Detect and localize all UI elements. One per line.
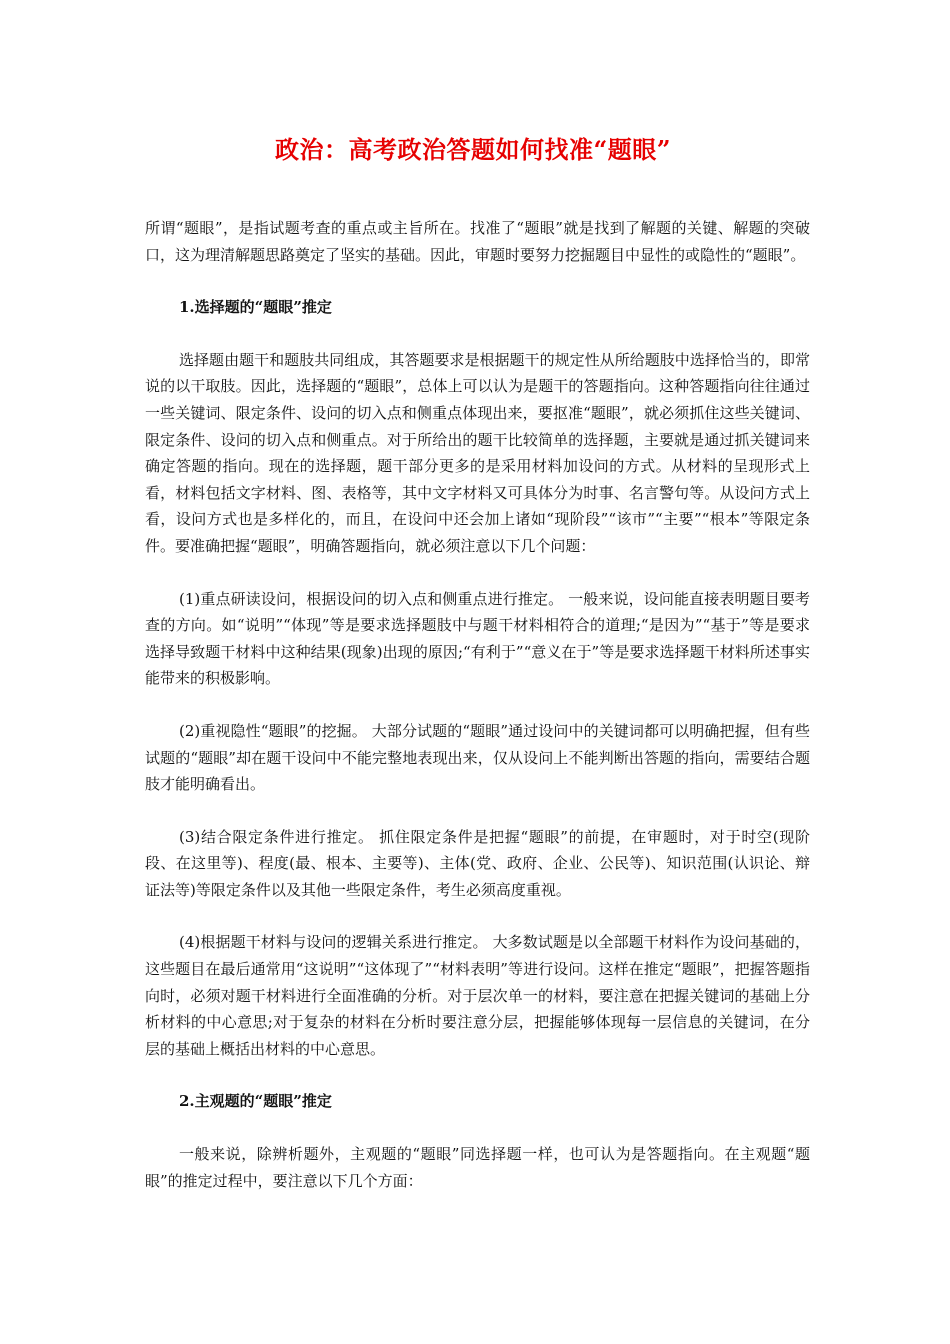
section-1-heading: 1.选择题的“题眼”推定 — [179, 298, 332, 317]
point-4-paragraph: (4)根据题干材料与设问的逻辑关系进行推定。 大多数试题是以全部题干材料作为设问基础的，这些题目在最后通常用“这说明”“这体现了”“材料表明”等进行设问。这样在推定“题眼”，把握答题指向时，必须对题干材料进行全面准确的分析。对于层次单一的材料，要注意在把握关键词的基础上分析材料的中心意思;对于复杂的材料在分析时要注意分层，把握能够体现每一层信息的关键词，在分层的基础上概括出材料的中心意思。 — [145, 933, 810, 1058]
point-2-paragraph: (2)重视隐性“题眼”的挖掘。 大部分试题的“题眼”通过设问中的关键词都可以明确把握，但有些试题的“题眼”却在题干设问中不能完整地表现出来，仅从设问上不能判断出答题的指向，需要结合题肢才能明确看出。 — [145, 721, 810, 794]
section-2-paragraph: 一般来说，除辨析题外，主观题的“题眼”同选择题一样，也可认为是答题指向。在主观题“题眼”的推定过程中，要注意以下几个方面： — [145, 1145, 810, 1190]
document-title: 政治：高考政治答题如何找准“题眼” — [275, 135, 672, 164]
section-1-paragraph: 选择题由题干和题肢共同组成，其答题要求是根据题干的规定性从所给题肢中选择恰当的，即常说的以干取肢。因此，选择题的“题眼”，总体上可以认为是题干的答题指向。这种答题指向往往通过一些关键词、限定条件、设问的切入点和侧重点体现出来，要抠准“题眼”，就必须抓住这些关键词、限定条件、设问的切入点和侧重点。对于所给出的题干比较简单的选择题，主要就是通过抓关键词来确定答题的指向。现在的选择题，题干部分更多的是采用材料加设问的方式。从材料的呈现形式上看，材料包括文字材料、图、表格等，其中文字材料又可具体分为时事、名言警句等。从设问方式上看，设问方式也是多样化的，而且，在设问中还会加上诸如“现阶段”“该市”“主要”“根本”等限定条件。要准确把握“题眼”，明确答题指向，就必须注意以下几个问题： — [145, 350, 810, 555]
section-2-heading: 2.主观题的“题眼”推定 — [179, 1092, 332, 1111]
point-1-paragraph: (1)重点研读设问，根据设问的切入点和侧重点进行推定。 一般来说，设问能直接表明题目要考查的方向。如“说明”“体现”等是要求选择题肢中与题干材料相符合的道理;“是因为”“基于”等是要求选择导致题干材料中这种结果(现象)出现的原因;“有利于”“意义在于”等是要求选择题干材料所述事实能带来的积极影响。 — [145, 589, 810, 688]
point-3-paragraph: (3)结合限定条件进行推定。 抓住限定条件是把握“题眼”的前提，在审题时，对于时空(现阶段、在这里等)、程度(最、根本、主要等)、主体(党、政府、企业、公民等)、知识范围(认识论、辩证法等)等限定条件以及其他一些限定条件，考生必须高度重视。 — [145, 827, 810, 899]
document-body — [145, 215, 810, 1220]
intro-paragraph: 所谓“题眼”，是指试题考查的重点或主旨所在。找准了“题眼”就是找到了解题的关键、解题的突破口，这为理清解题思路奠定了坚实的基础。因此，审题时要努力挖掘题目中显性的或隐性的“题眼”。 — [145, 219, 810, 264]
